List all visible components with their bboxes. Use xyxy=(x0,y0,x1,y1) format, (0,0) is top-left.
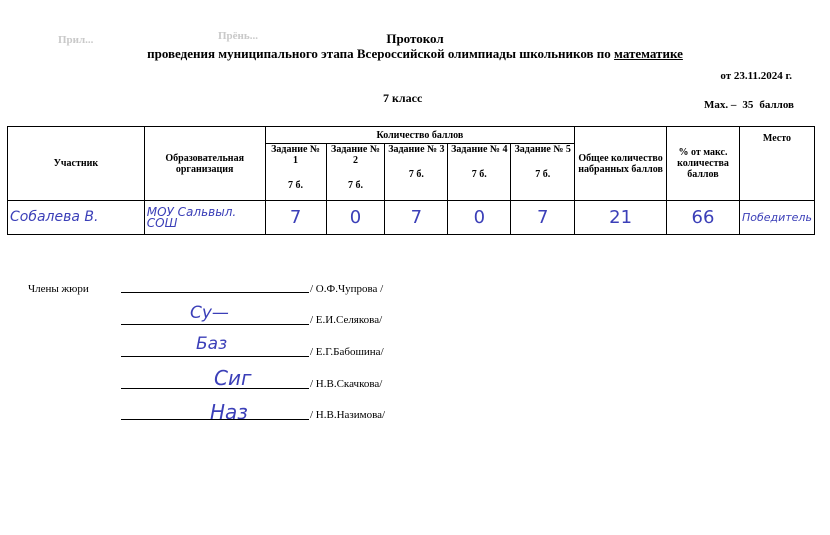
jury-member-name: / Е.И.Селякова/ xyxy=(310,314,383,326)
subtitle-prefix: проведения муниципального этапа Всероссийской олимпиады школьников по xyxy=(147,46,615,61)
cell-participant: Собалева В. xyxy=(8,201,145,235)
header-task-4 xyxy=(448,144,511,201)
cell-place: Победитель xyxy=(739,201,814,235)
signature-line xyxy=(121,292,309,293)
handwritten-signature: Су— xyxy=(190,303,229,323)
task-points: 7 б. xyxy=(288,180,304,191)
cell-total: 21 xyxy=(575,201,667,235)
header-task-2 xyxy=(326,144,385,201)
handwritten-signature: Сиг xyxy=(214,366,252,390)
subject-name: математике xyxy=(614,46,683,61)
task-points: 7 б. xyxy=(535,169,551,180)
cell-organization: МОУ Сальвыл. СОШ xyxy=(144,201,265,235)
cell-task-5: 7 xyxy=(511,201,575,235)
signature-line xyxy=(121,388,309,389)
results-table xyxy=(7,126,815,235)
jury-label: Члены жюри xyxy=(28,283,89,295)
handwritten-signature: Баз xyxy=(196,334,228,354)
max-label: Max. – xyxy=(704,99,737,111)
grade-label: 7 класс xyxy=(383,91,423,105)
document-title: Протокол xyxy=(386,31,444,46)
task-points: 7 б. xyxy=(471,169,487,180)
jury-member-name: / О.Ф.Чупрова / xyxy=(310,283,384,295)
header-task-5 xyxy=(511,144,575,201)
cell-percent: 66 xyxy=(667,201,740,235)
header-place: Место xyxy=(739,127,814,201)
handwritten-signature: Наз xyxy=(210,400,248,424)
faded-text-left: Прил... xyxy=(58,34,94,46)
faded-text-mid: Прёнь... xyxy=(218,30,258,42)
document-date: от 23.11.2024 г. xyxy=(720,70,792,82)
table-row xyxy=(8,201,815,235)
cell-task-2: 0 xyxy=(326,201,385,235)
header-participant: Участник xyxy=(8,127,145,201)
task-label: Задание № 2 xyxy=(331,144,380,166)
cell-task-3: 7 xyxy=(385,201,448,235)
max-value: 35 xyxy=(742,99,754,111)
jury-member-name: / Н.В.Назимова/ xyxy=(310,409,386,421)
document-subtitle xyxy=(0,46,830,62)
task-points: 7 б. xyxy=(408,169,424,180)
header-task-3 xyxy=(385,144,448,201)
signature-line xyxy=(121,324,309,325)
header-task-1 xyxy=(265,144,326,201)
jury-member-name: / Н.В.Скачкова/ xyxy=(310,378,383,390)
task-label: Задание № 4 xyxy=(451,144,508,155)
task-label: Задание № 1 xyxy=(271,144,320,166)
cell-task-1: 7 xyxy=(265,201,326,235)
header-percent: % от макс. количества баллов xyxy=(667,127,740,201)
signature-line xyxy=(121,356,309,357)
task-points: 7 б. xyxy=(347,180,363,191)
task-label: Задание № 5 xyxy=(514,144,571,155)
jury-member-name: / Е.Г.Бабошина/ xyxy=(310,346,384,358)
max-unit: баллов xyxy=(759,99,794,111)
max-score xyxy=(704,99,794,111)
signature-line xyxy=(121,419,309,420)
header-total: Общее количество набранных баллов xyxy=(575,127,667,201)
cell-task-4: 0 xyxy=(448,201,511,235)
header-scores-group: Количество баллов xyxy=(265,127,575,144)
task-label: Задание № 3 xyxy=(388,144,445,155)
header-organization: Образовательная организация xyxy=(144,127,265,201)
